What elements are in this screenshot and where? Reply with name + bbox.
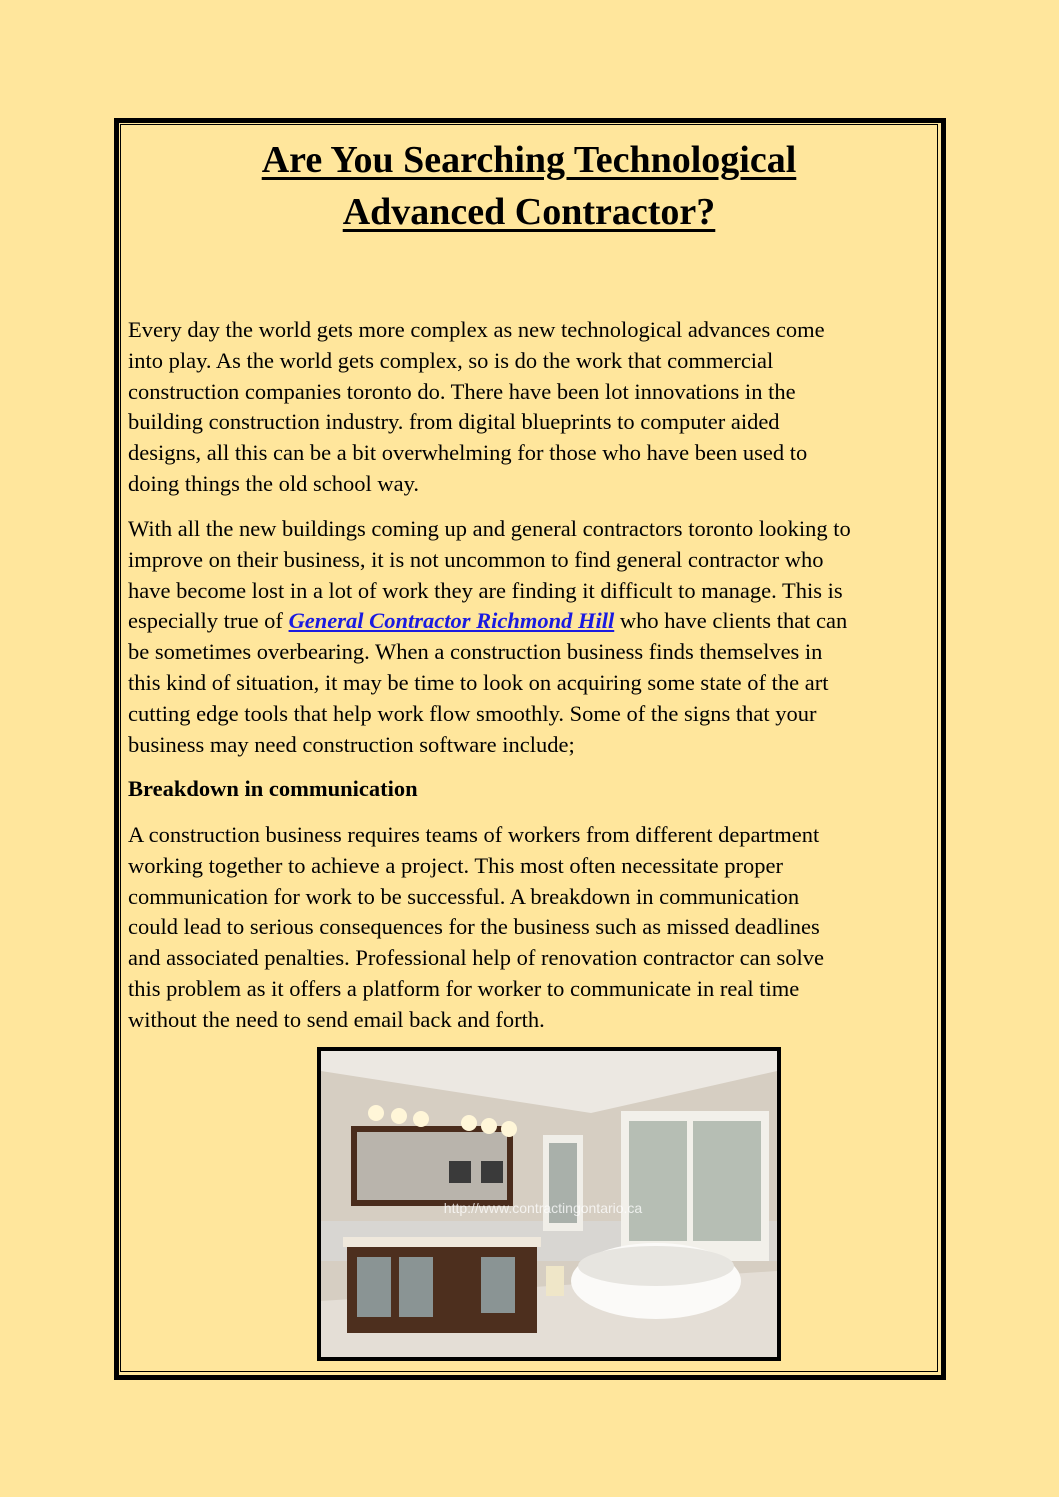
text-line: without the need to send email back and forth. <box>128 1006 545 1032</box>
general-contractor-richmond-hill-link[interactable]: General Contractor Richmond Hill <box>288 608 615 634</box>
text-line: have become lost in a lot of work they are finding it difficult to manage. This is <box>128 577 843 603</box>
text-line: With all the new buildings coming up and general contractors toronto looking to <box>128 516 851 541</box>
text-line: building construction industry. from digital blueprints to computer aided <box>128 409 780 435</box>
paragraph-2 <box>128 514 851 760</box>
photo-watermark: http://www.contractingontario.ca <box>443 1200 643 1216</box>
text-line: and associated penalties. Professional help of renovation contractor can solve <box>128 945 825 971</box>
paragraph-3 <box>128 820 824 1036</box>
text-line: communication for work to be successful. A breakdown in communication <box>128 883 800 909</box>
section-heading: Breakdown in communication <box>128 776 418 801</box>
text-line: this problem as it offers a platform for worker to communicate in real time <box>128 975 800 1001</box>
link-prefix: especially true of <box>128 608 289 634</box>
title-line-2: Advanced Contractor? <box>342 191 716 233</box>
link-suffix: who have clients that can <box>614 608 848 634</box>
text-line: cutting edge tools that help work flow smoothly. Some of the signs that your <box>128 700 817 726</box>
text-line: business may need construction software include; <box>128 731 575 757</box>
text-line: be sometimes overbearing. When a construction business finds themselves in <box>128 639 823 665</box>
text-line: working together to achieve a project. This most often necessitate proper <box>128 852 783 878</box>
text-line: designs, all this can be a bit overwhelming for those who have been used to <box>128 440 808 466</box>
bathroom-photo <box>317 1047 781 1361</box>
text-line: improve on their business, it is not uncommon to find general contractor who <box>128 546 824 572</box>
page-title <box>120 134 938 238</box>
text-line: Every day the world gets more complex as new technological advances come <box>128 317 825 342</box>
text-line: into play. As the world gets complex, so is do the work that commercial <box>128 347 774 373</box>
text-line: could lead to serious consequences for the business such as missed deadlines <box>128 914 820 940</box>
text-line: doing things the old school way. <box>128 470 420 496</box>
text-line: construction companies toronto do. There have been lot innovations in the <box>128 378 796 404</box>
title-line-1: Are You Searching Technological <box>261 139 797 181</box>
text-line <box>128 606 851 637</box>
text-line: A construction business requires teams of workers from different department <box>128 822 820 847</box>
paragraph-1 <box>128 315 825 500</box>
text-line: this kind of situation, it may be time to look on acquiring some state of the art <box>128 669 829 695</box>
